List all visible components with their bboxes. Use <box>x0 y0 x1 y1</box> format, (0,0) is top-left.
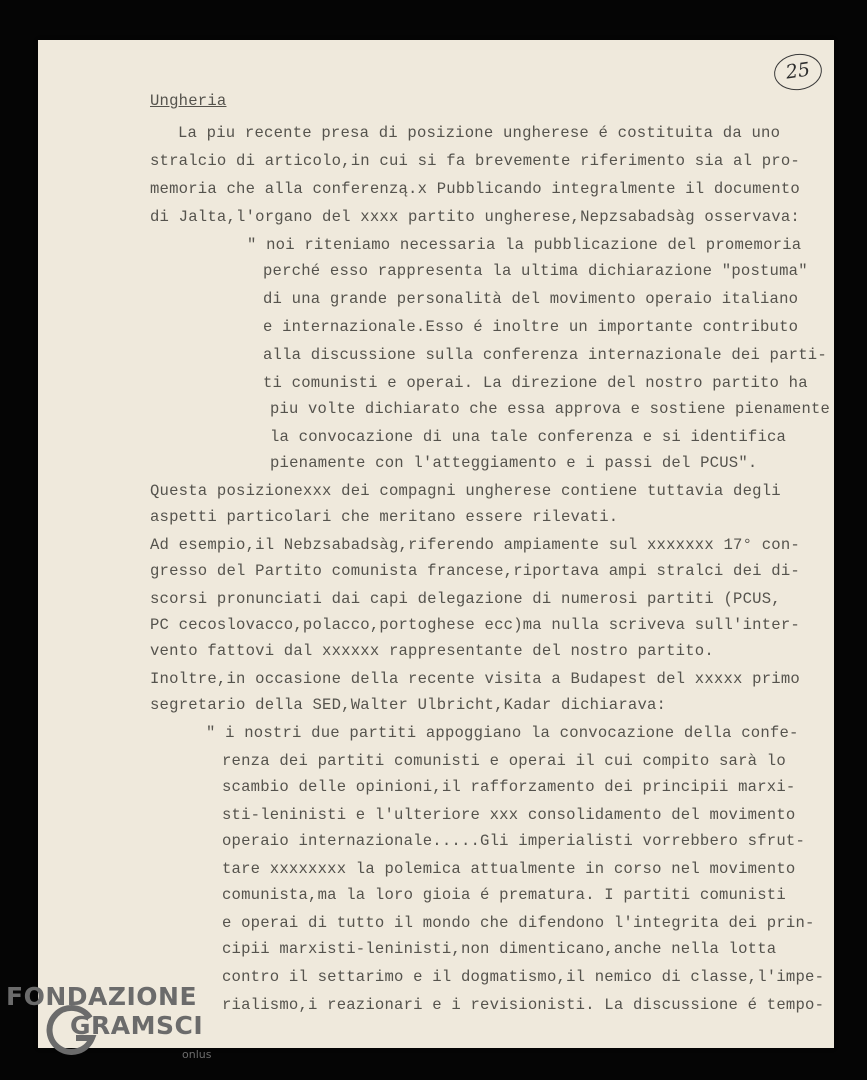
text-line: PC cecoslovacco,polacco,portoghese ecc)ma nulla scriveva sull'inter- <box>150 616 800 634</box>
logo-line1: FONDAZIONE <box>6 982 198 1011</box>
text-line: piu volte dichiarato che essa approva e sostiene pienamente <box>270 400 830 418</box>
text-line: aspetti particolari che meritano essere rilevati. <box>150 508 619 526</box>
text-line: scambio delle opinioni,il rafforzamento dei principii marxi- <box>222 778 796 796</box>
text-line: pienamente con l'atteggiamento e i passi del PCUS". <box>270 454 758 472</box>
text-line: rialismo,i reazionari e i revisionisti. La discussione é tempo- <box>222 996 825 1014</box>
text-line: tare xxxxxxxx la polemica attualmente in corso nel movimento <box>222 860 796 878</box>
document-title: Ungheria <box>150 92 227 110</box>
text-line: e internazionale.Esso é inoltre un importante contributo <box>263 318 799 336</box>
text-line: sti-leninisti e l'ulteriore xxx consolidamento del movimento <box>222 806 796 824</box>
text-line: segretario della SED,Walter Ulbricht,Kadar dichiarava: <box>150 696 667 714</box>
text-line: cipii marxisti-leninisti,non dimenticano,anche nella lotta <box>222 940 777 958</box>
logo-g-icon <box>46 1004 100 1058</box>
text-line: La piu recente presa di posizione ungherese é costituita da uno <box>178 124 781 142</box>
foundation-logo <box>6 982 212 1061</box>
text-line: " i nostri due partiti appoggiano la convocazione della confe- <box>206 724 799 742</box>
text-line: e operai di tutto il mondo che difendono l'integrita dei prin- <box>222 914 815 932</box>
text-line: Inoltre,in occasione della recente visita a Budapest del xxxxx primo <box>150 670 800 688</box>
text-line: la convocazione di una tale conferenza e si identifica <box>270 428 787 446</box>
logo-line2: GRAMSCI <box>70 1011 204 1040</box>
text-line: renza dei partiti comunisti e operai il cui compito sarà lo <box>222 752 786 770</box>
text-line: Questa posizionexxx dei compagni ungherese contiene tuttavia degli <box>150 482 781 500</box>
text-line: memoria che alla conferenzą.x Pubblicando integralmente il documento <box>150 180 800 198</box>
text-line: " noi riteniamo necessaria la pubblicazione del promemoria <box>247 236 802 254</box>
text-line: alla discussione sulla conferenza internazionale dei parti- <box>263 346 827 364</box>
text-line: contro il settarimo e il dogmatismo,il nemico di classe,l'impe- <box>222 968 825 986</box>
logo-sub: onlus <box>182 1048 212 1061</box>
text-line: Ad esempio,il Nebzsabadsàg,riferendo ampiamente sul xxxxxxx 17° con- <box>150 536 800 554</box>
text-line: scorsi pronunciati dai capi delegazione di numerosi partiti (PCUS, <box>150 590 781 608</box>
text-line: vento fattovi dal xxxxxx rappresentante del nostro partito. <box>150 642 714 660</box>
text-line: di Jalta,l'organo del xxxx partito ungherese,Nepzsabadsàg osservava: <box>150 208 800 226</box>
page-number: 25 <box>772 51 825 93</box>
text-line: stralcio di articolo,in cui si fa brevemente riferimento sia al pro- <box>150 152 800 170</box>
text-line: perché esso rappresenta la ultima dichiarazione "postuma" <box>263 262 808 280</box>
text-line: di una grande personalità del movimento operaio italiano <box>263 290 799 308</box>
text-line: gresso del Partito comunista francese,riportava ampi stralci dei di- <box>150 562 800 580</box>
text-line: operaio internazionale.....Gli imperialisti vorrebbero sfrut- <box>222 832 806 850</box>
text-line: comunista,ma la loro gioia é prematura. I partiti comunisti <box>222 886 786 904</box>
text-line: ti comunisti e operai. La direzione del nostro partito ha <box>263 374 808 392</box>
